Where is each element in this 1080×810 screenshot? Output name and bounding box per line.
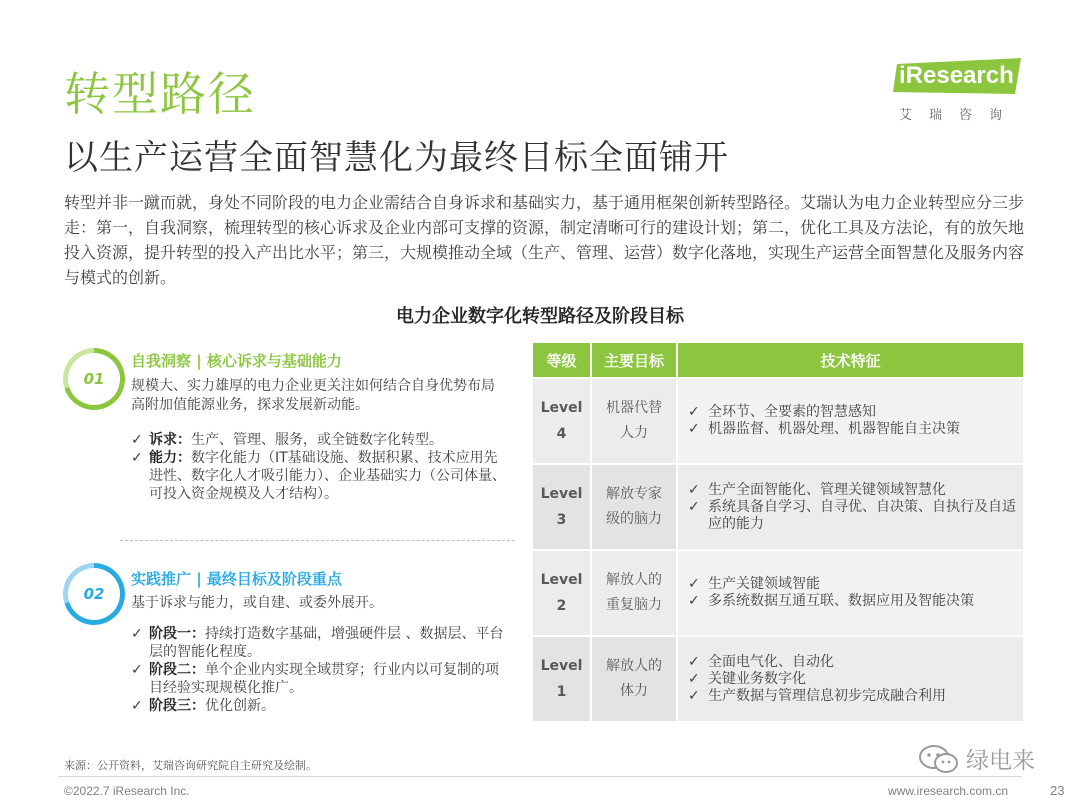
features-cell (676, 379, 1023, 463)
stage-2-heading: 实践推广 | 最终目标及阶段重点 (131, 570, 342, 588)
list-item (131, 625, 506, 661)
bullet-text: 生产、管理、服务，或全链数字化转型。 (191, 432, 443, 448)
table-row (533, 635, 1023, 721)
check-icon: ✓ (688, 404, 700, 420)
goal-line-1: 解放人的 (606, 658, 662, 674)
goal-cell (590, 465, 676, 549)
footer-divider (58, 776, 1022, 777)
bullet-key: 阶段二： (149, 662, 205, 678)
list-item (688, 671, 806, 688)
features-cell (676, 465, 1023, 549)
bullet-key: 阶段三： (149, 698, 205, 714)
list-item (688, 421, 960, 438)
stage-2-bullets (131, 625, 506, 715)
goal-line-2: 人力 (620, 425, 648, 441)
level-cell (533, 551, 590, 635)
stage-1-number: 01 (68, 353, 120, 405)
bullet-text: 单个企业内实现全域贯穿；行业内以可复制的项目经验实现规模化推广。 (149, 662, 499, 696)
feature-text: 生产数据与管理信息初步完成融合利用 (708, 687, 946, 704)
list-item (688, 576, 820, 593)
stage-2-number: 02 (68, 568, 120, 620)
table-header (533, 343, 1023, 377)
bullet-key: 阶段一： (149, 626, 205, 642)
section-title: 电力企业数字化转型路径及阶段目标 (396, 306, 684, 327)
stage-2-description: 基于诉求与能力，或自建、或委外展开。 (131, 595, 383, 611)
goal-line-1: 解放人的 (606, 572, 662, 588)
logo-brand: Research (905, 62, 1014, 89)
feature-text: 系统具备自学习、自寻优、自决策、自执行及自适应的能力 (708, 498, 1016, 532)
feature-text: 生产关键领域智能 (708, 576, 820, 592)
list-item (688, 654, 834, 671)
check-icon: ✓ (131, 698, 143, 714)
source-note: 来源：公开资料，艾瑞咨询研究院自主研究及绘制。 (64, 759, 317, 772)
goal-line-2: 体力 (620, 683, 648, 699)
feature-text: 机器监督、机器处理、机器智能自主决策 (708, 421, 960, 437)
list-item (131, 449, 506, 503)
level-label: Level (540, 658, 583, 674)
feature-text: 多系统数据互通互联、数据应用及智能决策 (708, 593, 974, 609)
logo-i-mark: i (899, 62, 906, 89)
level-number: 2 (556, 598, 567, 614)
level-cell (533, 465, 590, 549)
table-row (533, 463, 1023, 549)
table-row (533, 377, 1023, 463)
features-cell (676, 551, 1023, 635)
bullet-key: 能力： (149, 450, 191, 466)
feature-text: 生产全面智能化、管理关键领域智慧化 (708, 481, 946, 498)
column-header-features: 技术特征 (676, 343, 1023, 377)
goal-line-2: 重复脑力 (606, 597, 662, 613)
bullet-text: 优化创新。 (205, 698, 275, 714)
level-cell (533, 637, 590, 721)
column-header-goal: 主要目标 (590, 343, 676, 377)
website-url[interactable]: www.iresearch.com.cn (888, 784, 1009, 798)
features-cell (676, 637, 1023, 721)
check-icon: ✓ (688, 481, 700, 498)
check-icon: ✓ (688, 653, 700, 670)
list-item (131, 431, 506, 449)
list-item (688, 404, 876, 421)
logo-wordmark (899, 62, 1014, 90)
iresearch-logo (893, 58, 1023, 123)
check-icon: ✓ (688, 593, 700, 609)
list-item (131, 697, 506, 715)
level-table (533, 343, 1023, 721)
stage-1-bullets (131, 431, 506, 503)
level-number: 4 (556, 426, 567, 442)
column-header-level: 等级 (533, 343, 590, 377)
list-item (688, 688, 946, 705)
level-number: 1 (556, 684, 567, 700)
level-cell (533, 379, 590, 463)
level-label: Level (540, 572, 583, 588)
feature-text: 全面电气化、自动化 (708, 653, 834, 670)
goal-cell (590, 637, 676, 721)
goal-line-2: 级的脑力 (606, 511, 662, 527)
list-item (131, 661, 506, 697)
check-icon: ✓ (688, 670, 700, 687)
check-icon: ✓ (688, 687, 700, 704)
logo-cn-name: 艾瑞咨询 (899, 108, 1020, 123)
stage-1-description: 规模大、实力雄厚的电力企业更关注如何结合自身优势布局高附加值能源业务，探求发展新动能。 (131, 378, 495, 413)
watermark (918, 742, 1035, 775)
list-item (688, 482, 946, 499)
page-number: 23 (1050, 783, 1065, 798)
goal-line-1: 机器代替 (606, 400, 662, 416)
list-item (688, 593, 974, 610)
check-icon: ✓ (688, 421, 700, 437)
check-icon: ✓ (688, 498, 700, 515)
list-item (688, 499, 1023, 533)
section-divider (120, 540, 515, 541)
goal-cell (590, 551, 676, 635)
check-icon: ✓ (131, 432, 143, 448)
goal-cell (590, 379, 676, 463)
bullet-text: 持续打造数字基础，增强硬件层 、数据层、平台层的智能化程度。 (149, 626, 504, 660)
check-icon: ✓ (688, 576, 700, 592)
watermark-text: 绿电来 (966, 748, 1035, 774)
copyright: ©2022.7 iResearch Inc. (64, 784, 190, 798)
goal-line-1: 解放专家 (606, 486, 662, 502)
table-row (533, 549, 1023, 635)
feature-text: 关键业务数字化 (708, 670, 806, 687)
stage-1-heading: 自我洞察 | 核心诉求与基础能力 (131, 352, 342, 370)
wechat-icon (918, 744, 960, 774)
page-title: 转型路径 (64, 67, 256, 121)
feature-text: 全环节、全要素的智慧感知 (708, 404, 876, 420)
intro-paragraph: 转型并非一蹴而就，身处不同阶段的电力企业需结合自身诉求和基础实力，基于通用框架创新转型路径。艾瑞认为电力企业转型应分三步走：第一，自我洞察，梳理转型的核心诉求及企业内部可支撑的资源，制定清晰可行的建设计划；第二，优化工具及方法论，有的放矢地投入资源，提升转型的投入产出比水平；第三，大规模推动全域（生产、管理、运营）数字化落地，实现生产运营全面智慧化及服务内容与模式的创新。 (64, 193, 1025, 287)
page-subtitle: 以生产运营全面智慧化为最终目标全面铺开 (64, 138, 729, 178)
level-number: 3 (556, 512, 567, 528)
bullet-text: 数字化能力（IT基础设施、数据积累、技术应用先进性、数字化人才吸引能力）、企业基础实力（公司体量、可投入资金规模及人才结构）。 (149, 450, 506, 502)
check-icon: ✓ (131, 450, 143, 466)
level-label: Level (540, 400, 583, 416)
check-icon: ✓ (131, 662, 143, 678)
check-icon: ✓ (131, 626, 143, 642)
level-label: Level (540, 486, 583, 502)
bullet-key: 诉求： (149, 432, 191, 448)
